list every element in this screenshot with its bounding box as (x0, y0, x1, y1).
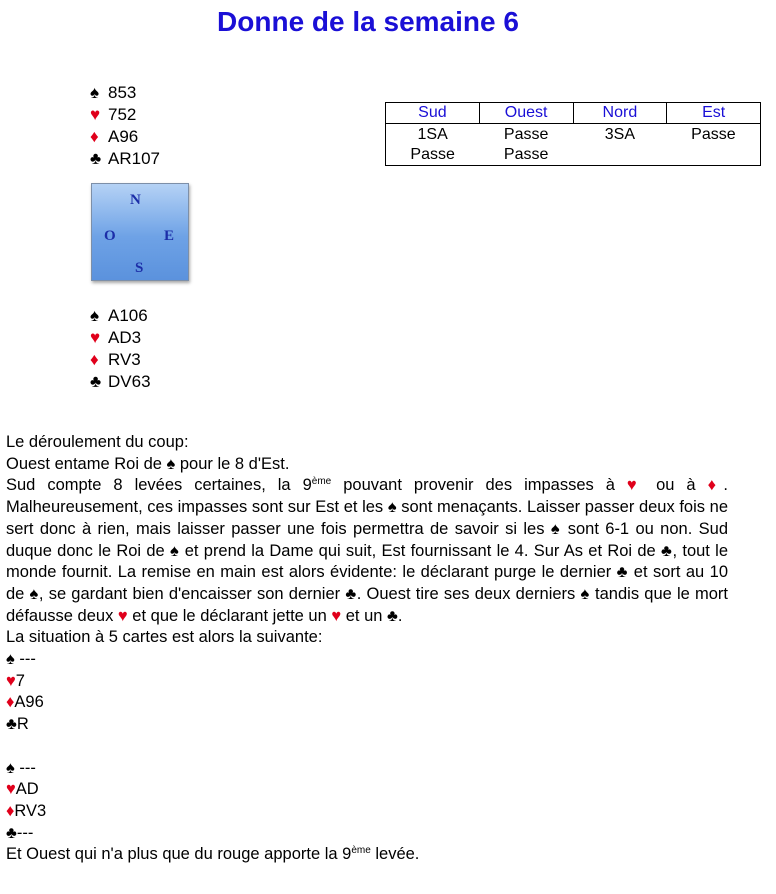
diamond-icon: ♦ (90, 127, 99, 146)
club-icon: ♣ (616, 563, 629, 582)
bid-cell: 1SA (417, 126, 448, 143)
heart-icon: ♥ (331, 606, 342, 625)
five-north-spades: ♠ --- (6, 650, 36, 669)
spacer (6, 736, 728, 758)
page-title: Donne de la semaine 6 (217, 6, 519, 37)
heart-icon: ♥ (6, 780, 16, 799)
north-spades-cards: 853 (108, 83, 137, 102)
spade-icon: ♠ (6, 650, 15, 669)
south-clubs (90, 371, 151, 393)
south-spades-cards: A106 (108, 306, 148, 325)
narrative-play: Malheureusement, ces impasses sont sur Est et les ♠ sont menaçants. Laisser passer deux fois ne sert donc à rien, mais laisser passer une fois permettra de savoir si les ♠ sont 6-1 ou non. Sud duque donc le Roi de ♠ et prend la Dame qui suit, Est fournissant le 4. Sur As et Roi de ♣, tout le monde fournit. La remise en main est alors évidente: le déclarant purge le dernier ♣ et sort au 10 de ♠, se gardant bien d'encaisser son dernier ♣. Ouest tire ses deux derniers ♠ tandis que le mort défausse deux ♥ et que le déclarant jette un ♥ et un ♣. (6, 498, 729, 625)
narrative-lead: Ouest entame Roi de ♠ pour le 8 d'Est. (6, 454, 290, 473)
north-hearts-cards: 752 (108, 105, 137, 124)
club-icon: ♣ (660, 541, 673, 560)
five-north-diamonds: ♦A96 (6, 693, 44, 712)
five-south-hearts: ♥AD (6, 780, 39, 799)
compass-south: S (135, 260, 144, 276)
club-icon: ♣ (90, 149, 102, 168)
bidding-row (386, 124, 761, 146)
five-south-spades: ♠ --- (6, 758, 36, 777)
club-icon: ♣ (6, 715, 17, 734)
diamond-icon: ♦ (6, 693, 15, 712)
five-card-north (6, 649, 728, 736)
bid-cell: Passe (410, 146, 455, 163)
spade-icon: ♠ (169, 541, 180, 560)
narrative-situation: La situation à 5 cartes est alors la suivante: (6, 628, 323, 647)
spade-icon: ♠ (550, 519, 562, 538)
south-hearts (90, 327, 151, 349)
narrative-conclusion: Et Ouest qui n'a plus que du rouge apporte la 9ème levée. (6, 845, 420, 864)
north-hand (90, 82, 160, 170)
club-icon: ♣ (345, 584, 357, 603)
north-clubs-cards: AR107 (108, 149, 160, 168)
bid-cell: Passe (691, 126, 736, 143)
south-hand (90, 305, 151, 393)
bid-cell: Passe (503, 146, 549, 163)
south-diamonds-cards: RV3 (108, 350, 141, 369)
five-north-clubs: ♣R (6, 715, 29, 734)
spade-icon: ♠ (29, 584, 39, 603)
heart-icon: ♥ (90, 105, 101, 124)
bid-cell (667, 145, 761, 166)
narrative-intro: Le déroulement du coup: (6, 433, 189, 451)
bidding-header-north: Nord (573, 103, 667, 124)
diamond-icon: ♦ (90, 350, 99, 369)
north-diamonds-cards: A96 (108, 127, 139, 146)
spade-icon: ♠ (166, 454, 176, 473)
spade-icon: ♠ (580, 584, 590, 603)
club-icon: ♣ (387, 606, 398, 625)
north-spades (90, 82, 160, 104)
compass-north: N (130, 192, 141, 208)
bidding-row (386, 145, 761, 166)
bidding-header-west: Ouest (479, 103, 573, 124)
club-icon: ♣ (90, 372, 102, 391)
north-hearts (90, 104, 160, 126)
five-south-diamonds: ♦RV3 (6, 801, 47, 820)
compass-west: O (104, 228, 116, 244)
south-diamonds (90, 349, 151, 371)
heart-icon: ♥ (6, 671, 16, 690)
narrative-count: Sud compte 8 levées certaines, la 9ème pouvant provenir des impasses à ♥ ou à ♦. (6, 476, 729, 495)
five-card-south (6, 758, 728, 845)
north-clubs (90, 148, 160, 170)
narrative (6, 432, 728, 866)
bid-cell (573, 145, 667, 166)
five-north-hearts: ♥7 (6, 671, 25, 690)
club-icon: ♣ (6, 823, 17, 842)
bid-cell: 3SA (604, 126, 635, 143)
bid-cell: Passe (503, 126, 549, 143)
spade-icon: ♠ (90, 83, 100, 102)
bidding-header-south: Sud (386, 103, 480, 124)
heart-icon: ♥ (90, 328, 101, 347)
bidding-header-east: Est (667, 103, 761, 124)
bidding-table (385, 102, 761, 166)
heart-icon: ♥ (117, 606, 128, 625)
diamond-icon: ♦ (707, 476, 724, 495)
spade-icon: ♠ (6, 758, 15, 777)
heart-icon: ♥ (626, 476, 645, 495)
north-diamonds (90, 126, 160, 148)
compass-box (91, 183, 189, 281)
south-clubs-cards: DV63 (108, 372, 151, 391)
diamond-icon: ♦ (6, 801, 15, 820)
bidding-header-row (386, 103, 761, 124)
five-south-clubs: ♣--- (6, 823, 34, 842)
compass-east: E (164, 228, 175, 244)
spade-icon: ♠ (387, 498, 397, 517)
south-hearts-cards: AD3 (108, 328, 142, 347)
spade-icon: ♠ (90, 306, 100, 325)
south-spades (90, 305, 151, 327)
